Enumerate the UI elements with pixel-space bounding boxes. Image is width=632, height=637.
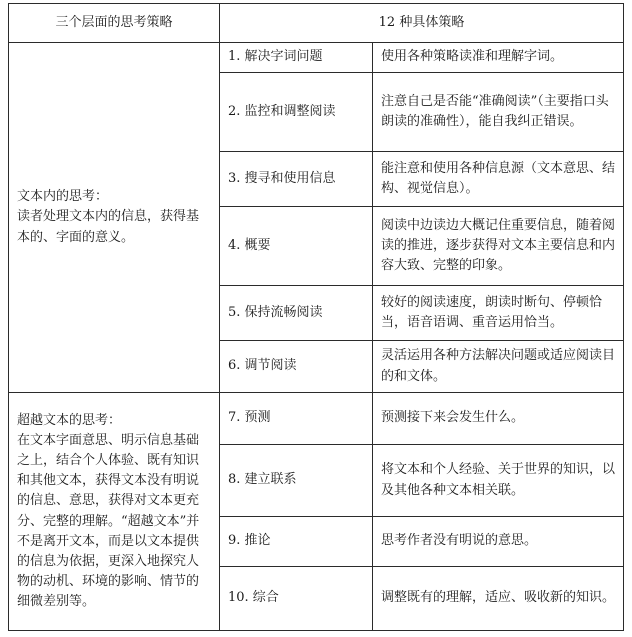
table-row [9, 393, 624, 445]
strategy-name: 10. 综合 [220, 567, 373, 631]
strategy-name: 3. 搜寻和使用信息 [220, 152, 373, 207]
strategy-name: 9. 推论 [220, 517, 373, 567]
strategy-description: 阅读中边读边大概记住重要信息，随着阅读的推进，逐步获得对文本主要信息和内容大致、完整的印象。 [373, 207, 624, 286]
level-title: 超越文本的思考： [17, 412, 122, 428]
header-strategies: 12 种具体策略 [220, 4, 624, 43]
strategy-description: 思考作者没有明说的意思。 [373, 517, 624, 567]
strategy-description: 较好的阅读速度，朗读时断句、停顿恰当，语音语调、重音运用恰当。 [373, 286, 624, 341]
strategy-name: 8. 建立联系 [220, 445, 373, 517]
strategy-name: 1. 解决字词问题 [220, 43, 373, 73]
strategy-description: 调整既有的理解，适应、吸收新的知识。 [373, 567, 624, 631]
level-cell-within-text [9, 43, 220, 393]
level-cell-beyond-text [9, 393, 220, 631]
strategy-description: 注意自己是否能“准确阅读”（主要指口头朗读的准确性），能自我纠正错误。 [373, 73, 624, 152]
level-title: 文本内的思考： [17, 189, 109, 205]
strategy-name: 7. 预测 [220, 393, 373, 445]
strategy-table [8, 3, 624, 631]
strategy-description: 预测接下来会发生什么。 [373, 393, 624, 445]
header-row [9, 4, 624, 43]
strategy-name: 4. 概要 [220, 207, 373, 286]
strategy-description: 能注意和使用各种信息源（文本意思、结构、视觉信息）。 [373, 152, 624, 207]
strategy-name: 6. 调节阅读 [220, 341, 373, 393]
strategy-description: 将文本和个人经验、关于世界的知识，以及其他各种文本相关联。 [373, 445, 624, 517]
header-levels: 三个层面的思考策略 [9, 4, 220, 43]
table-wrapper [8, 3, 624, 631]
strategy-name: 5. 保持流畅阅读 [220, 286, 373, 341]
strategy-description: 灵活运用各种方法解决问题或适应阅读目的和文体。 [373, 341, 624, 393]
level-description: 读者处理文本内的信息，获得基本的、字面的意义。 [17, 209, 200, 245]
strategy-description: 使用各种策略读准和理解字词。 [373, 43, 624, 73]
table-row [9, 43, 624, 73]
strategy-name: 2. 监控和调整阅读 [220, 73, 373, 152]
level-description: 在文本字面意思、明示信息基础之上，结合个人体验、既有知识和其他文本，获得文本没有明说的信息、意思，获得对文本更充分、完整的理解。“超越文本”并不是离开文本，而是以文本提供的信息为依据，更深入地探究人物的动机、环境的影响、情节的细微差别等。 [17, 432, 200, 610]
